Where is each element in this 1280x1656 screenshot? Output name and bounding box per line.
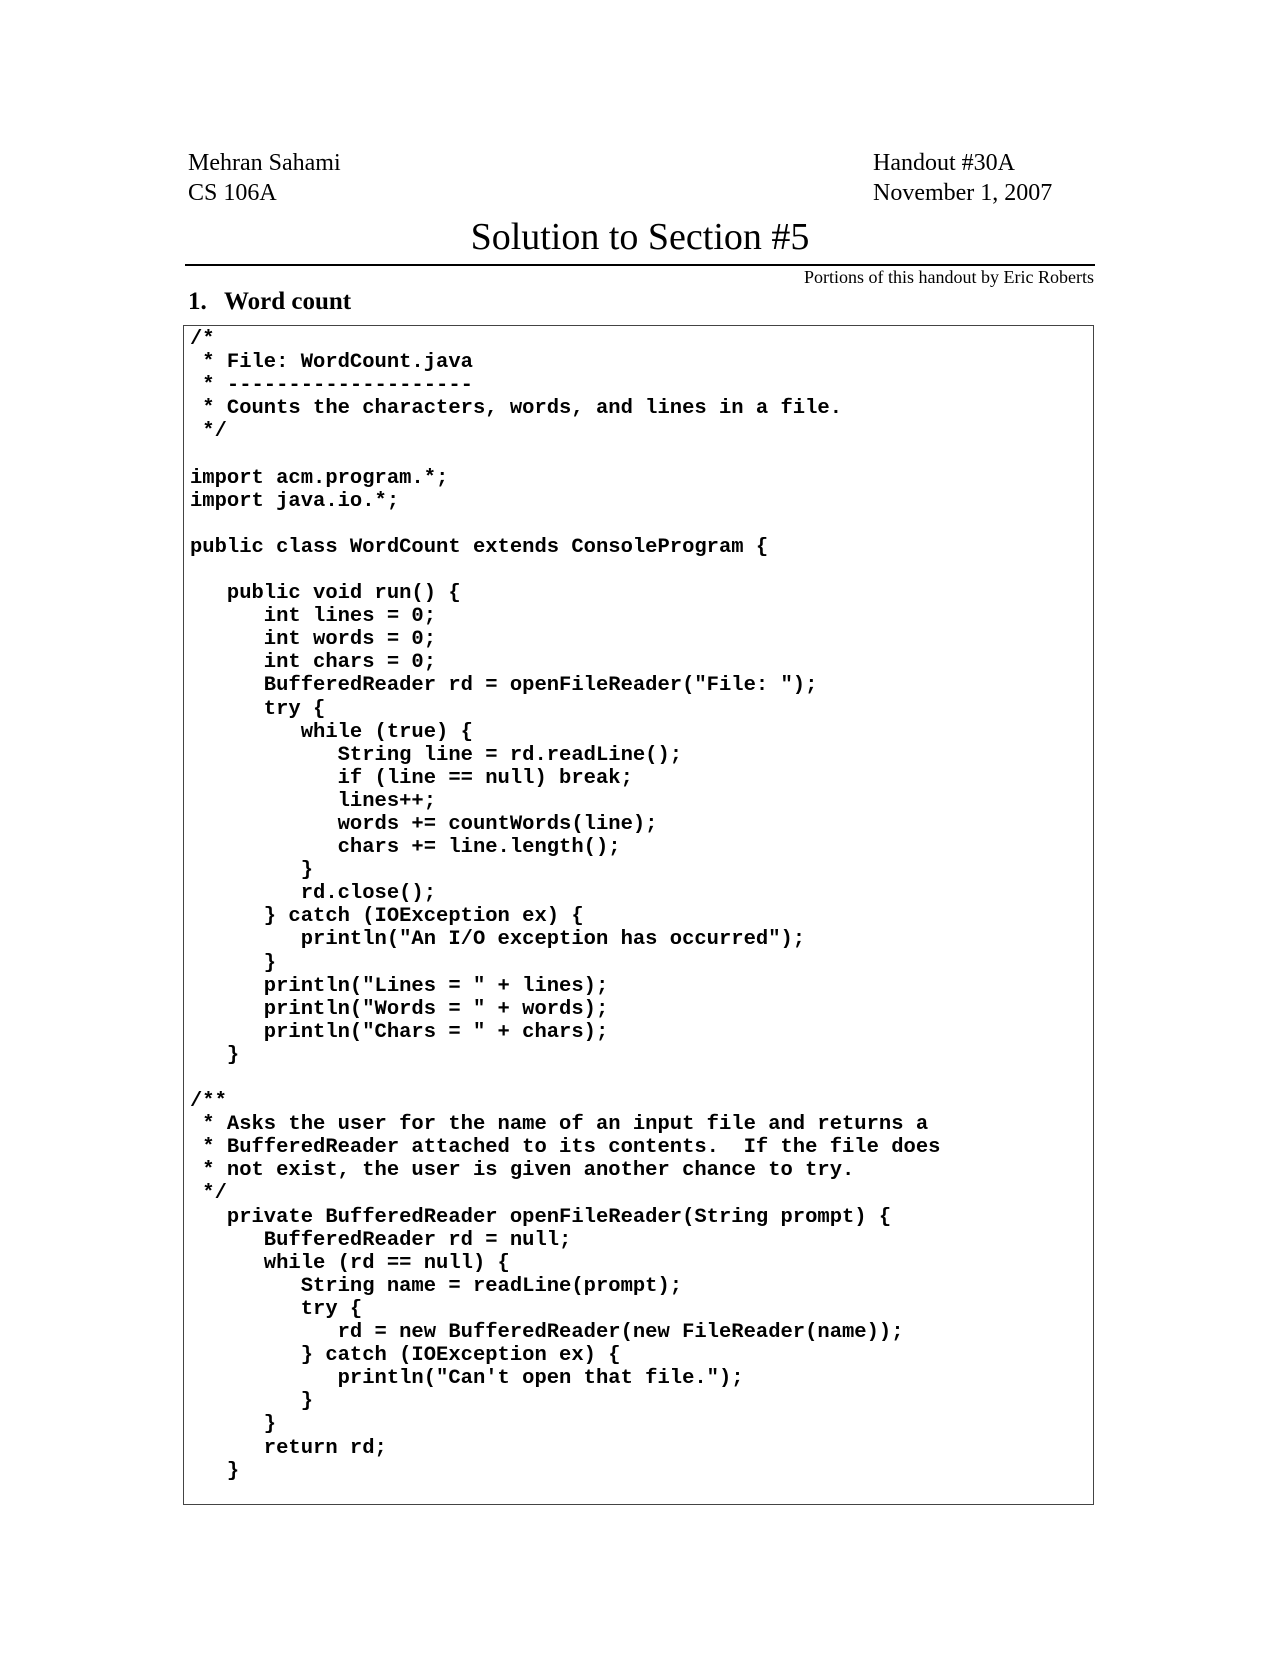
section-number: 1. — [188, 288, 207, 315]
handout-number: Handout #30A — [873, 150, 1015, 176]
code-listing-box — [183, 325, 1094, 1505]
section-heading — [188, 287, 351, 317]
header-left — [188, 148, 341, 208]
course-code: CS 106A — [188, 180, 277, 206]
byline: Portions of this handout by Eric Roberts — [804, 267, 1094, 287]
page-title: Solution to Section #5 — [470, 216, 810, 258]
author-name: Mehran Sahami — [188, 150, 341, 176]
section-title: Word count — [224, 288, 352, 315]
header-right — [873, 148, 1052, 208]
handout-date: November 1, 2007 — [873, 180, 1053, 206]
code-listing: /* * File: WordCount.java * -------------------- * Counts the characters, words, and lines in a file. */ import acm.program.*; import java.io.*; public class WordCount extends ConsoleProgram { public void run() { int lines = 0; int words = 0; int chars = 0; BufferedReader rd = openFileReader("File: "); try { while (true) { String line = rd.readLine(); if (line == null) break; lines++; words += countWords(line); chars += line.length(); } rd.close(); } catch (IOException ex) { println("An I/O exception has occurred"); } println("Lines = " + lines); println("Words = " + words); println("Chars = " + chars); } /** * Asks the user for the name of an input file and returns a * BufferedReader attached to its contents. If the file does * not exist, the user is given another chance to try. */ private BufferedReader openFileReader(String prompt) { BufferedReader rd = null; while (rd == null) { String name = readLine(prompt); try { rd = new BufferedReader(new FileReader(name)); } catch (IOException ex) { println("Can't open that file."); } } return rd; } — [190, 328, 941, 1483]
